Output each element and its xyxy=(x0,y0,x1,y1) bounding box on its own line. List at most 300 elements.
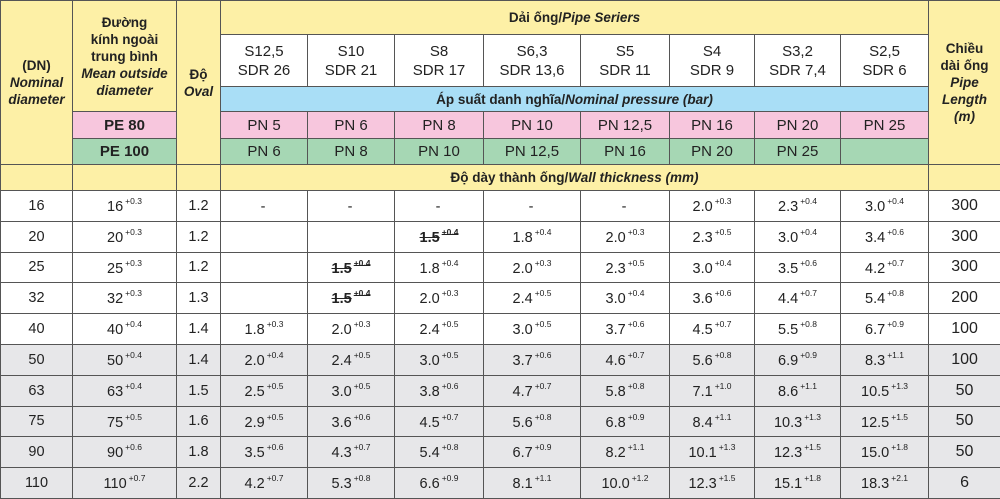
wall-thickness-cell xyxy=(670,344,755,375)
od-value: 16 xyxy=(107,199,123,215)
thickness-tolerance: +0.3 xyxy=(628,227,645,237)
outside-diameter-cell xyxy=(73,344,177,375)
thickness-value: 3.0 xyxy=(778,230,798,246)
dn-cell: 40 xyxy=(1,314,73,345)
series-s-label: S3,2 xyxy=(755,42,840,61)
thickness-tolerance: +0.5 xyxy=(535,319,552,329)
pe100-pressure-cell: PN 8 xyxy=(308,139,395,165)
blank-length-cell xyxy=(929,165,1000,191)
thickness-value: 12.5 xyxy=(861,414,889,430)
od-tolerance: +0.3 xyxy=(125,258,142,268)
thickness-tolerance: +0.8 xyxy=(887,288,904,298)
wall-thickness-cell xyxy=(395,437,484,468)
thickness-tolerance: +0.7 xyxy=(628,350,645,360)
wall-thickness-cell xyxy=(670,314,755,345)
thickness-value: 6.7 xyxy=(865,322,885,338)
thickness-tolerance: +0.5 xyxy=(354,381,371,391)
thickness-tolerance: +0.6 xyxy=(535,350,552,360)
thickness-value: 10.0 xyxy=(601,476,629,492)
od-value: 75 xyxy=(107,414,123,430)
wall-thickness-cell xyxy=(841,221,929,252)
thickness-tolerance: +0.7 xyxy=(800,288,817,298)
table-row xyxy=(1,344,1000,375)
thickness-tolerance: +0.8 xyxy=(354,473,371,483)
thickness-value: - xyxy=(436,199,441,215)
pe100-pressure-cell: PN 10 xyxy=(395,139,484,165)
pipe-length-cell: 200 xyxy=(929,283,1000,314)
thickness-value: - xyxy=(529,199,534,215)
wall-thickness-cell xyxy=(581,221,670,252)
thickness-value: 4.7 xyxy=(513,384,533,400)
wall-thickness-cell xyxy=(670,221,755,252)
oval-cell: 1.2 xyxy=(177,191,221,222)
table-row xyxy=(1,191,1000,222)
wall-thickness-cell xyxy=(670,191,755,222)
thickness-value: - xyxy=(622,199,627,215)
wall-thickness-cell xyxy=(221,283,308,314)
thickness-value: 4.2 xyxy=(245,476,265,492)
thickness-vi: Độ dày thành ống/ xyxy=(451,170,569,185)
thickness-tolerance: +0.5 xyxy=(442,319,459,329)
outside-vi-line1: Đường xyxy=(73,14,176,31)
od-tolerance: +0.5 xyxy=(125,412,142,422)
thickness-value: 5.6 xyxy=(513,414,533,430)
pressure-vi: Áp suất danh nghĩa/ xyxy=(436,92,565,107)
thickness-value: 3.0 xyxy=(332,384,352,400)
thickness-tolerance: +1.1 xyxy=(715,412,732,422)
thickness-tolerance: +1.3 xyxy=(891,381,908,391)
thickness-value: 3.4 xyxy=(865,230,885,246)
thickness-tolerance: +0.4 xyxy=(354,288,371,298)
thickness-tolerance: +1.8 xyxy=(891,442,908,452)
thickness-tolerance: +0.8 xyxy=(800,319,817,329)
thickness-tolerance: +0.6 xyxy=(715,288,732,298)
thickness-value: 12.3 xyxy=(688,476,716,492)
table-row xyxy=(1,437,1000,468)
thickness-tolerance: +0.8 xyxy=(442,442,459,452)
thickness-value: 3.7 xyxy=(513,353,533,369)
wall-thickness-cell xyxy=(395,375,484,406)
od-tolerance: +0.3 xyxy=(125,288,142,298)
thickness-value: 4.5 xyxy=(693,322,713,338)
pipe-length-cell: 100 xyxy=(929,314,1000,345)
thickness-value: 4.6 xyxy=(606,353,626,369)
thickness-value: 2.3 xyxy=(606,260,626,276)
thickness-value: 1.5 xyxy=(332,291,352,307)
wall-thickness-cell xyxy=(308,283,395,314)
od-tolerance: +0.4 xyxy=(125,319,142,329)
thickness-value: 8.6 xyxy=(778,384,798,400)
pe100-pressure-cell: PN 16 xyxy=(581,139,670,165)
thickness-tolerance: +0.4 xyxy=(267,350,284,360)
thickness-tolerance: +0.7 xyxy=(442,412,459,422)
wall-thickness-cell xyxy=(308,314,395,345)
pipe-length-cell: 50 xyxy=(929,375,1000,406)
thickness-tolerance: +1.0 xyxy=(715,381,732,391)
pe80-pressure-cell: PN 8 xyxy=(395,112,484,139)
thickness-tolerance: +1.1 xyxy=(628,442,645,452)
outside-diameter-cell xyxy=(73,252,177,283)
oval-vi: Độ xyxy=(177,66,220,83)
outside-diameter-cell xyxy=(73,314,177,345)
pe80-label: PE 80 xyxy=(73,112,177,139)
thickness-tolerance: +0.6 xyxy=(800,258,817,268)
nominal-pressure-header xyxy=(221,87,929,112)
thickness-value: 2.0 xyxy=(245,353,265,369)
thickness-value: 3.0 xyxy=(420,353,440,369)
thickness-en: Wall thickness (mm) xyxy=(568,170,698,185)
pe80-pressure-cell: PN 12,5 xyxy=(581,112,670,139)
wall-thickness-cell xyxy=(755,375,841,406)
wall-thickness-cell xyxy=(395,252,484,283)
thickness-tolerance: +1.1 xyxy=(887,350,904,360)
thickness-value: 4.3 xyxy=(332,445,352,461)
od-value: 90 xyxy=(107,445,123,461)
thickness-tolerance: +0.5 xyxy=(628,258,645,268)
wall-thickness-cell xyxy=(308,252,395,283)
wall-thickness-cell xyxy=(581,191,670,222)
pe100-label: PE 100 xyxy=(73,139,177,165)
diameter-label: diameter xyxy=(1,91,72,108)
thickness-value: 2.0 xyxy=(332,322,352,338)
series-s-label: S6,3 xyxy=(484,42,580,61)
wall-thickness-cell xyxy=(308,406,395,437)
thickness-value: 10.3 xyxy=(774,414,802,430)
thickness-value: 6.7 xyxy=(513,445,533,461)
thickness-value: 5.3 xyxy=(332,476,352,492)
wall-thickness-cell xyxy=(395,468,484,499)
od-value: 40 xyxy=(107,322,123,338)
wall-thickness-cell xyxy=(221,221,308,252)
wall-thickness-cell xyxy=(841,406,929,437)
wall-thickness-cell xyxy=(484,468,581,499)
wall-thickness-cell xyxy=(670,252,755,283)
oval-cell: 1.4 xyxy=(177,344,221,375)
oval-cell: 1.6 xyxy=(177,406,221,437)
dn-cell: 16 xyxy=(1,191,73,222)
table-row xyxy=(1,406,1000,437)
thickness-value: 18.3 xyxy=(861,476,889,492)
series-s-label: S5 xyxy=(581,42,669,61)
thickness-value: 15.0 xyxy=(861,445,889,461)
wall-thickness-cell xyxy=(755,221,841,252)
wall-thickness-cell xyxy=(395,221,484,252)
thickness-tolerance: +1.3 xyxy=(804,412,821,422)
table-row xyxy=(1,375,1000,406)
series-header-cell xyxy=(395,35,484,87)
wall-thickness-cell xyxy=(581,437,670,468)
thickness-value: 5.5 xyxy=(778,322,798,338)
wall-thickness-cell xyxy=(755,437,841,468)
wall-thickness-cell xyxy=(670,437,755,468)
thickness-value: 10.1 xyxy=(688,445,716,461)
thickness-tolerance: +0.4 xyxy=(800,196,817,206)
thickness-value: 4.5 xyxy=(420,414,440,430)
series-sdr-label: SDR 26 xyxy=(221,61,307,80)
thickness-value: 3.0 xyxy=(693,260,713,276)
thickness-value: 3.6 xyxy=(332,414,352,430)
wall-thickness-cell xyxy=(308,191,395,222)
wall-thickness-cell xyxy=(395,344,484,375)
oval-cell: 1.4 xyxy=(177,314,221,345)
thickness-value: 2.0 xyxy=(606,230,626,246)
oval-en: Oval xyxy=(177,83,220,100)
length-vi-line1: Chiều xyxy=(929,40,1000,57)
oval-cell: 1.8 xyxy=(177,437,221,468)
pe80-pressure-cell: PN 6 xyxy=(308,112,395,139)
wall-thickness-cell xyxy=(841,314,929,345)
thickness-tolerance: +0.6 xyxy=(442,381,459,391)
pipe-series-header xyxy=(221,1,929,35)
wall-thickness-cell xyxy=(841,468,929,499)
pressure-en: Nominal pressure (bar) xyxy=(565,92,713,107)
series-header-cell xyxy=(484,35,581,87)
wall-thickness-cell xyxy=(670,468,755,499)
thickness-value: 5.6 xyxy=(693,353,713,369)
pipe-length-cell: 300 xyxy=(929,252,1000,283)
thickness-value: 5.4 xyxy=(865,291,885,307)
thickness-value: 8.3 xyxy=(865,353,885,369)
dn-cell: 63 xyxy=(1,375,73,406)
wall-thickness-cell xyxy=(484,252,581,283)
pipe-length-header xyxy=(929,1,1000,165)
wall-thickness-cell xyxy=(581,344,670,375)
thickness-value: 2.9 xyxy=(245,414,265,430)
thickness-tolerance: +0.7 xyxy=(887,258,904,268)
thickness-tolerance: +1.5 xyxy=(719,473,736,483)
series-header-cell xyxy=(581,35,670,87)
thickness-tolerance: +0.4 xyxy=(887,196,904,206)
thickness-tolerance: +0.7 xyxy=(715,319,732,329)
thickness-tolerance: +0.9 xyxy=(442,473,459,483)
thickness-tolerance: +0.5 xyxy=(715,227,732,237)
wall-thickness-cell xyxy=(581,406,670,437)
wall-thickness-cell xyxy=(670,283,755,314)
thickness-value: 7.1 xyxy=(693,384,713,400)
oval-cell: 1.2 xyxy=(177,221,221,252)
thickness-value: 2.0 xyxy=(693,199,713,215)
thickness-value: 4.4 xyxy=(778,291,798,307)
thickness-tolerance: +0.4 xyxy=(628,288,645,298)
pipe-length-cell: 300 xyxy=(929,191,1000,222)
series-sdr-label: SDR 13,6 xyxy=(484,61,580,80)
series-s-label: S10 xyxy=(308,42,394,61)
pe80-pressure-cell: PN 20 xyxy=(755,112,841,139)
series-sdr-label: SDR 6 xyxy=(841,61,928,80)
thickness-value: 2.4 xyxy=(513,291,533,307)
length-unit: (m) xyxy=(929,108,1000,125)
thickness-value: - xyxy=(348,199,353,215)
pipe-length-cell: 50 xyxy=(929,406,1000,437)
thickness-tolerance: +1.3 xyxy=(719,442,736,452)
oval-cell: 2.2 xyxy=(177,468,221,499)
wall-thickness-cell xyxy=(755,406,841,437)
table-row xyxy=(1,468,1000,499)
thickness-tolerance: +0.3 xyxy=(442,288,459,298)
thickness-value: 3.7 xyxy=(606,322,626,338)
wall-thickness-cell xyxy=(308,344,395,375)
thickness-value: 3.0 xyxy=(513,322,533,338)
series-s-label: S4 xyxy=(670,42,754,61)
thickness-value: 3.0 xyxy=(865,199,885,215)
thickness-tolerance: +0.6 xyxy=(354,412,371,422)
oval-cell: 1.3 xyxy=(177,283,221,314)
wall-thickness-cell xyxy=(670,406,755,437)
outside-diameter-cell xyxy=(73,283,177,314)
pe100-pressure-cell: PN 6 xyxy=(221,139,308,165)
thickness-tolerance: +0.9 xyxy=(535,442,552,452)
thickness-value: 3.5 xyxy=(778,260,798,276)
thickness-value: 2.4 xyxy=(420,322,440,338)
thickness-tolerance: +1.5 xyxy=(891,412,908,422)
wall-thickness-cell xyxy=(484,191,581,222)
wall-thickness-cell xyxy=(484,283,581,314)
thickness-tolerance: +0.8 xyxy=(535,412,552,422)
table-row xyxy=(1,283,1000,314)
wall-thickness-cell xyxy=(755,344,841,375)
wall-thickness-cell xyxy=(221,314,308,345)
series-s-label: S2,5 xyxy=(841,42,928,61)
wall-thickness-cell xyxy=(484,437,581,468)
thickness-tolerance: +0.7 xyxy=(535,381,552,391)
thickness-tolerance: +1.1 xyxy=(800,381,817,391)
wall-thickness-cell xyxy=(308,221,395,252)
thickness-value: 2.5 xyxy=(245,384,265,400)
wall-thickness-cell xyxy=(308,437,395,468)
wall-thickness-cell xyxy=(221,406,308,437)
thickness-tolerance: +0.3 xyxy=(267,319,284,329)
wall-thickness-cell xyxy=(670,375,755,406)
thickness-tolerance: +0.3 xyxy=(354,319,371,329)
thickness-tolerance: +1.5 xyxy=(804,442,821,452)
thickness-tolerance: +0.4 xyxy=(800,227,817,237)
thickness-value: 4.2 xyxy=(865,260,885,276)
thickness-value: 3.6 xyxy=(693,291,713,307)
dn-cell: 50 xyxy=(1,344,73,375)
pipe-length-cell: 50 xyxy=(929,437,1000,468)
series-header-cell xyxy=(221,35,308,87)
series-header-cell xyxy=(841,35,929,87)
thickness-tolerance: +0.9 xyxy=(628,412,645,422)
thickness-value: 1.8 xyxy=(245,322,265,338)
wall-thickness-cell xyxy=(221,252,308,283)
thickness-value: 2.0 xyxy=(513,260,533,276)
thickness-tolerance: +0.7 xyxy=(354,442,371,452)
series-sdr-label: SDR 11 xyxy=(581,61,669,80)
thickness-tolerance: +0.6 xyxy=(628,319,645,329)
wall-thickness-cell xyxy=(395,314,484,345)
thickness-value: 6.6 xyxy=(420,476,440,492)
thickness-tolerance: +0.5 xyxy=(354,350,371,360)
thickness-value: 15.1 xyxy=(774,476,802,492)
thickness-value: 6.8 xyxy=(606,414,626,430)
od-value: 63 xyxy=(107,384,123,400)
length-vi-line2: dài ống xyxy=(929,57,1000,74)
series-sdr-label: SDR 21 xyxy=(308,61,394,80)
thickness-tolerance: +0.3 xyxy=(535,258,552,268)
wall-thickness-cell xyxy=(841,344,929,375)
thickness-value: - xyxy=(261,199,266,215)
wall-thickness-cell xyxy=(221,375,308,406)
wall-thickness-cell xyxy=(581,252,670,283)
nominal-label: Nominal xyxy=(1,74,72,91)
wall-thickness-cell xyxy=(221,437,308,468)
thickness-tolerance: +0.4 xyxy=(442,258,459,268)
outside-diameter-cell xyxy=(73,468,177,499)
wall-thickness-cell xyxy=(841,283,929,314)
wall-thickness-cell xyxy=(581,375,670,406)
wall-thickness-cell xyxy=(755,191,841,222)
wall-thickness-cell xyxy=(484,314,581,345)
table-row xyxy=(1,314,1000,345)
thickness-tolerance: +1.1 xyxy=(535,473,552,483)
thickness-tolerance: +0.8 xyxy=(628,381,645,391)
pipe-length-cell: 6 xyxy=(929,468,1000,499)
series-sdr-label: SDR 7,4 xyxy=(755,61,840,80)
wall-thickness-cell xyxy=(308,375,395,406)
od-value: 50 xyxy=(107,353,123,369)
wall-thickness-cell xyxy=(755,252,841,283)
nominal-diameter-header xyxy=(1,1,73,165)
wall-thickness-cell xyxy=(841,437,929,468)
pe80-pressure-cell: PN 16 xyxy=(670,112,755,139)
thickness-value: 8.4 xyxy=(693,414,713,430)
pe100-pressure-cell: PN 20 xyxy=(670,139,755,165)
thickness-value: 3.8 xyxy=(420,384,440,400)
thickness-tolerance: +1.8 xyxy=(804,473,821,483)
oval-cell: 1.2 xyxy=(177,252,221,283)
length-en-line2: Length xyxy=(929,91,1000,108)
wall-thickness-cell xyxy=(581,283,670,314)
thickness-value: 6.9 xyxy=(778,353,798,369)
thickness-value: 1.8 xyxy=(420,260,440,276)
outside-diameter-header xyxy=(73,1,177,112)
od-tolerance: +0.7 xyxy=(129,473,146,483)
thickness-tolerance: +1.2 xyxy=(632,473,649,483)
thickness-tolerance: +0.6 xyxy=(887,227,904,237)
wall-thickness-cell xyxy=(484,406,581,437)
wall-thickness-cell xyxy=(841,375,929,406)
od-value: 32 xyxy=(107,291,123,307)
pe100-pressure-cell: PN 12,5 xyxy=(484,139,581,165)
length-en-line1: Pipe xyxy=(929,74,1000,91)
thickness-value: 2.3 xyxy=(693,230,713,246)
thickness-tolerance: +0.4 xyxy=(442,227,459,237)
thickness-value: 5.4 xyxy=(420,445,440,461)
series-header-cell xyxy=(308,35,395,87)
pipe-length-cell: 100 xyxy=(929,344,1000,375)
od-tolerance: +0.3 xyxy=(125,196,142,206)
wall-thickness-cell xyxy=(395,283,484,314)
thickness-value: 3.5 xyxy=(245,445,265,461)
thickness-tolerance: +0.8 xyxy=(715,350,732,360)
pipe-series-en: Pipe Seriers xyxy=(562,10,640,25)
oval-cell: 1.5 xyxy=(177,375,221,406)
thickness-tolerance: +2.1 xyxy=(891,473,908,483)
thickness-tolerance: +0.3 xyxy=(715,196,732,206)
outside-diameter-cell xyxy=(73,191,177,222)
thickness-value: 12.3 xyxy=(774,445,802,461)
od-tolerance: +0.3 xyxy=(125,227,142,237)
oval-header xyxy=(177,1,221,165)
wall-thickness-cell xyxy=(395,191,484,222)
wall-thickness-cell xyxy=(484,344,581,375)
thickness-tolerance: +0.4 xyxy=(715,258,732,268)
outside-vi-line3: trung bình xyxy=(73,48,176,65)
od-value: 25 xyxy=(107,260,123,276)
wall-thickness-cell xyxy=(484,375,581,406)
wall-thickness-cell xyxy=(841,252,929,283)
